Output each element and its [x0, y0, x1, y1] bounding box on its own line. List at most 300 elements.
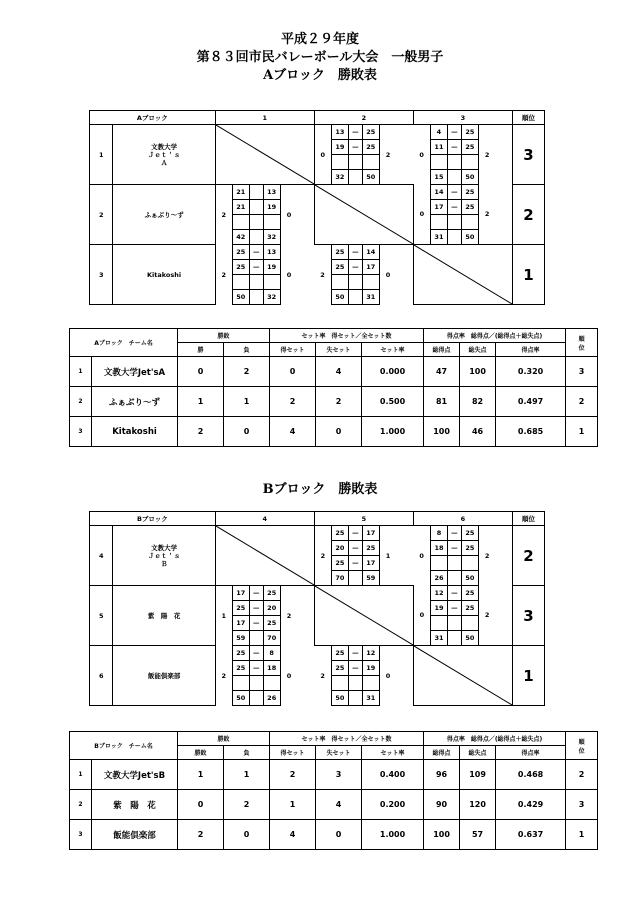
set-dash [348, 155, 362, 170]
total-points-left: 42 [232, 230, 249, 245]
block-b-title: Bブロック 勝敗表 [262, 482, 378, 497]
set-score-left: 11 [430, 140, 447, 155]
team-name [113, 586, 215, 646]
sets-won: 2 [270, 760, 316, 790]
set-score-left: 21 [232, 200, 249, 215]
set-score-right: 19 [263, 260, 280, 275]
set-score-left: 25 [331, 661, 348, 676]
set-score-right: 25 [461, 526, 478, 541]
set-score-right: 17 [362, 556, 379, 571]
total-points-right: 32 [263, 290, 280, 305]
total-dash [348, 571, 362, 586]
header-wins: 勝 [178, 343, 224, 357]
set-score-left [331, 155, 348, 170]
header-opponent-1: 4 [215, 512, 314, 526]
set-score-right: 12 [362, 646, 379, 661]
losses: 2 [224, 790, 270, 820]
total-points-left: 50 [331, 691, 348, 706]
set-score-right: 13 [263, 185, 280, 200]
total-points-right: 50 [461, 170, 478, 185]
set-ratio: 1.000 [362, 417, 424, 447]
wins: 2 [178, 417, 224, 447]
set-score-left: 25 [232, 260, 249, 275]
total-points-left: 50 [331, 290, 348, 305]
spacer [297, 185, 314, 245]
row-number: 3 [70, 820, 92, 850]
header-block: Aブロック [90, 111, 216, 125]
total-dash [447, 230, 461, 245]
wins: 0 [178, 790, 224, 820]
header-wins: 勝敗 [178, 746, 224, 760]
set-dash: — [447, 140, 461, 155]
header-set-rate: セット率 得セット／全セット数 [270, 732, 424, 746]
set-score-right [362, 275, 379, 290]
point-ratio: 0.497 [496, 387, 566, 417]
set-dash: — [249, 260, 263, 275]
header-sets-lost: 失セット [316, 343, 362, 357]
header-rank: 順 位 [566, 329, 598, 357]
set-score-left [430, 155, 447, 170]
team-name: 文教大学Jet'sA [92, 357, 178, 387]
team-name-line: 文教大学 [151, 142, 178, 151]
header-losses: 負 [224, 746, 270, 760]
total-points-right: 59 [362, 571, 379, 586]
set-dash: — [348, 245, 362, 260]
points-for: 90 [424, 790, 460, 820]
header-losses: 負 [224, 343, 270, 357]
losses: 2 [224, 357, 270, 387]
sets-won-left: 2 [221, 270, 226, 279]
set-score-left: 25 [232, 646, 249, 661]
set-dash [447, 616, 461, 631]
set-score-left: 25 [331, 245, 348, 260]
spacer [495, 526, 512, 586]
team-rank: 1 [512, 245, 544, 305]
total-dash [447, 571, 461, 586]
header-rank: 順位 [512, 111, 544, 125]
sets-won-left: 0 [419, 150, 424, 159]
header-points-for: 総得点 [424, 343, 460, 357]
set-score-right: 25 [263, 586, 280, 601]
set-dash: — [249, 616, 263, 631]
self-match-cell [413, 646, 512, 706]
page-title-tournament: 第８３回市民バレーボール大会 一般男子 [196, 50, 444, 65]
team-name [113, 185, 215, 245]
team-name-line: Kitakoshi [147, 270, 182, 279]
set-score-left: 25 [232, 661, 249, 676]
set-score-right: 19 [362, 661, 379, 676]
team-number: 2 [90, 185, 113, 245]
wins: 1 [178, 760, 224, 790]
set-score-right [362, 676, 379, 691]
points-against: 57 [460, 820, 496, 850]
team-rank: 2 [566, 760, 598, 790]
sets-won-right: 0 [385, 671, 391, 680]
team-rank: 2 [512, 526, 544, 586]
points-against: 82 [460, 387, 496, 417]
team-rank: 2 [566, 387, 598, 417]
set-score-right [461, 155, 478, 170]
points-against: 46 [460, 417, 496, 447]
team-name [113, 526, 215, 586]
header-point-ratio: 得点率 [496, 746, 566, 760]
row-number: 2 [70, 387, 92, 417]
row-number: 1 [70, 357, 92, 387]
total-dash [249, 290, 263, 305]
set-score-right [263, 275, 280, 290]
set-score-left [232, 275, 249, 290]
point-ratio: 0.637 [496, 820, 566, 850]
set-score-right: 20 [263, 601, 280, 616]
set-score-left: 14 [430, 185, 447, 200]
block-a-summary-table [69, 328, 598, 447]
self-match-cell [215, 526, 314, 586]
wins: 1 [178, 387, 224, 417]
set-score-left: 25 [331, 556, 348, 571]
total-points-right: 70 [263, 631, 280, 646]
set-score-left: 25 [232, 245, 249, 260]
set-dash [447, 556, 461, 571]
set-score-right: 17 [362, 260, 379, 275]
set-score-right: 25 [461, 125, 478, 140]
set-score-left: 20 [331, 541, 348, 556]
set-score-right: 14 [362, 245, 379, 260]
set-dash: — [348, 260, 362, 275]
spacer [297, 245, 314, 305]
total-points-right: 32 [263, 230, 280, 245]
header-team-name: Bブロック チーム名 [70, 732, 178, 760]
total-dash [348, 290, 362, 305]
total-points-right: 26 [263, 691, 280, 706]
set-score-right: 25 [362, 125, 379, 140]
set-dash: — [348, 125, 362, 140]
set-score-right [362, 155, 379, 170]
set-score-left [430, 556, 447, 571]
sets-won-right: 0 [286, 671, 292, 680]
set-ratio: 1.000 [362, 820, 424, 850]
losses: 0 [224, 820, 270, 850]
self-match-cell [413, 245, 512, 305]
header-block: Bブロック [90, 512, 216, 526]
set-score-right: 25 [461, 601, 478, 616]
set-dash: — [348, 526, 362, 541]
header-set-ratio: セット率 [362, 746, 424, 760]
diagonal-line [315, 586, 413, 645]
total-points-left: 26 [430, 571, 447, 586]
spacer [396, 125, 413, 185]
set-score-right: 25 [461, 185, 478, 200]
team-name [113, 125, 215, 185]
set-dash [249, 200, 263, 215]
set-score-left: 25 [331, 526, 348, 541]
total-points-left: 32 [331, 170, 348, 185]
set-ratio: 0.400 [362, 760, 424, 790]
total-points-left: 15 [430, 170, 447, 185]
total-dash [249, 691, 263, 706]
diagonal-line [216, 125, 314, 184]
set-dash: — [447, 586, 461, 601]
set-score-right [461, 616, 478, 631]
wins: 0 [178, 357, 224, 387]
set-dash [249, 215, 263, 230]
set-dash: — [249, 646, 263, 661]
total-points-left: 59 [232, 631, 249, 646]
sets-won-left: 2 [320, 671, 325, 680]
total-points-right: 50 [461, 571, 478, 586]
header-point-ratio: 得点率 [496, 343, 566, 357]
sets-won: 2 [270, 387, 316, 417]
points-against: 109 [460, 760, 496, 790]
points-for: 47 [424, 357, 460, 387]
team-name: 文教大学Jet'sB [92, 760, 178, 790]
page-title-year: 平成２９年度 [280, 32, 359, 47]
sets-lost: 3 [316, 760, 362, 790]
set-score-right [461, 556, 478, 571]
sets-won-left: 0 [419, 611, 425, 620]
sets-won-left: 2 [320, 551, 326, 560]
header-set-rate: セット率 得セット／全セット数 [270, 329, 424, 343]
spacer [396, 526, 413, 586]
spacer [297, 646, 314, 706]
block-a-match-table [89, 110, 545, 305]
points-for: 81 [424, 387, 460, 417]
spacer [495, 586, 512, 646]
set-score-left: 25 [331, 646, 348, 661]
header-sets-won: 得セット [270, 343, 316, 357]
sets-won-right: 2 [484, 150, 490, 159]
set-score-left: 25 [331, 260, 348, 275]
diagonal-line [315, 185, 413, 244]
team-name-line: Ａ [160, 158, 168, 167]
team-name-line: 紫 陽 花 [147, 611, 181, 620]
set-score-left [331, 275, 348, 290]
set-dash: — [348, 541, 362, 556]
header-opponent-2: 2 [314, 111, 413, 125]
team-name-line: 飯能倶楽部 [147, 671, 181, 680]
set-dash: — [447, 185, 461, 200]
set-score-left [430, 616, 447, 631]
set-score-left: 17 [232, 586, 249, 601]
sets-won-right: 2 [484, 551, 490, 560]
set-dash: — [447, 541, 461, 556]
set-score-right: 19 [263, 200, 280, 215]
team-name-line: Ｊｅｔ＇ｓ [147, 551, 181, 560]
set-score-left: 19 [331, 140, 348, 155]
team-name-line: Ｂ [160, 559, 168, 568]
total-points-left: 31 [430, 631, 447, 646]
header-points-against: 総失点 [460, 746, 496, 760]
set-score-right: 25 [461, 200, 478, 215]
point-ratio: 0.685 [496, 417, 566, 447]
self-match-cell [314, 185, 413, 245]
diagonal-line [414, 245, 512, 304]
header-opponent-2: 5 [314, 512, 413, 526]
total-points-left: 70 [331, 571, 348, 586]
header-win-loss: 勝敗 [178, 329, 270, 343]
set-score-right [263, 215, 280, 230]
set-score-left: 12 [430, 586, 447, 601]
total-dash [249, 631, 263, 646]
sets-lost: 4 [316, 357, 362, 387]
spacer [495, 185, 512, 245]
set-score-left: 19 [430, 601, 447, 616]
wins: 2 [178, 820, 224, 850]
sets-won: 1 [270, 790, 316, 820]
set-score-right: 17 [362, 526, 379, 541]
total-dash [447, 170, 461, 185]
team-rank: 3 [566, 790, 598, 820]
points-against: 120 [460, 790, 496, 820]
team-name: Kitakoshi [92, 417, 178, 447]
set-score-left: 17 [232, 616, 249, 631]
team-rank: 2 [512, 185, 544, 245]
header-rank: 順位 [512, 512, 544, 526]
team-number: 3 [90, 245, 113, 305]
sets-lost: 4 [316, 790, 362, 820]
set-score-left: 25 [232, 601, 249, 616]
set-score-left [232, 215, 249, 230]
team-name-line: 文教大学 [151, 543, 178, 552]
point-ratio: 0.429 [496, 790, 566, 820]
block-b-summary-table [69, 731, 598, 850]
set-dash: — [348, 140, 362, 155]
diagonal-line [414, 646, 512, 705]
set-dash [249, 185, 263, 200]
row-number: 3 [70, 417, 92, 447]
set-dash [447, 215, 461, 230]
sets-won: 0 [270, 357, 316, 387]
set-score-right: 8 [263, 646, 280, 661]
spacer [297, 586, 314, 646]
total-points-right: 50 [461, 230, 478, 245]
losses: 0 [224, 417, 270, 447]
diagonal-line [216, 526, 314, 585]
sets-lost: 2 [316, 387, 362, 417]
team-number: 1 [90, 125, 113, 185]
set-ratio: 0.500 [362, 387, 424, 417]
set-dash: — [348, 556, 362, 571]
sets-won-right: 0 [286, 270, 292, 279]
self-match-cell [215, 125, 314, 185]
header-opponent-3: 6 [413, 512, 512, 526]
set-dash: — [249, 661, 263, 676]
set-score-right: 25 [263, 616, 280, 631]
set-score-left: 18 [430, 541, 447, 556]
block-a-title: Aブロック 勝敗表 [263, 68, 377, 83]
total-points-right: 50 [362, 170, 379, 185]
sets-won: 4 [270, 417, 316, 447]
total-points-right: 31 [362, 691, 379, 706]
sets-won-right: 2 [286, 611, 292, 620]
team-name: 飯能倶楽部 [92, 820, 178, 850]
header-team-name: Aブロック チーム名 [70, 329, 178, 357]
header-set-ratio: セット率 [362, 343, 424, 357]
sets-won-right: 2 [385, 150, 391, 159]
set-dash: — [249, 245, 263, 260]
losses: 1 [224, 760, 270, 790]
total-dash [447, 631, 461, 646]
header-opponent-3: 3 [413, 111, 512, 125]
set-score-right: 13 [263, 245, 280, 260]
header-point-rate: 得点率 総得点／(総得点＋総失点) [424, 329, 566, 343]
spacer [495, 125, 512, 185]
row-number: 2 [70, 790, 92, 820]
sets-won-right: 2 [484, 611, 490, 620]
set-score-left [331, 676, 348, 691]
total-points-right: 31 [362, 290, 379, 305]
team-number: 6 [90, 646, 113, 706]
header-point-rate: 得点率 総得点／(総得点＋総失点) [424, 732, 566, 746]
header-sets-won: 得セット [270, 746, 316, 760]
set-score-left: 4 [430, 125, 447, 140]
set-dash: — [447, 526, 461, 541]
point-ratio: 0.468 [496, 760, 566, 790]
point-ratio: 0.320 [496, 357, 566, 387]
set-dash: — [249, 601, 263, 616]
team-name: 紫 陽 花 [92, 790, 178, 820]
team-name: ふぁぶり～ず [92, 387, 178, 417]
total-dash [249, 230, 263, 245]
block-b-match-table [89, 511, 545, 706]
header-points-for: 総得点 [424, 746, 460, 760]
set-dash: — [447, 125, 461, 140]
sets-won-left: 0 [320, 150, 326, 159]
set-ratio: 0.200 [362, 790, 424, 820]
set-dash: — [348, 661, 362, 676]
set-score-right: 25 [461, 541, 478, 556]
spacer [396, 245, 413, 305]
team-number: 5 [90, 586, 113, 646]
sets-won: 4 [270, 820, 316, 850]
set-dash: — [348, 646, 362, 661]
set-dash [348, 275, 362, 290]
set-dash: — [447, 200, 461, 215]
header-win-loss: 勝敗 [178, 732, 270, 746]
sets-won-left: 2 [221, 210, 226, 219]
set-score-right [461, 215, 478, 230]
team-name [113, 646, 215, 706]
points-for: 100 [424, 417, 460, 447]
set-score-right: 18 [263, 661, 280, 676]
sets-won-left: 2 [320, 270, 325, 279]
header-rank: 順 位 [566, 732, 598, 760]
header-points-against: 総失点 [460, 343, 496, 357]
points-against: 100 [460, 357, 496, 387]
losses: 1 [224, 387, 270, 417]
set-score-right: 25 [461, 586, 478, 601]
total-points-left: 50 [232, 290, 249, 305]
set-dash [348, 676, 362, 691]
team-number: 4 [90, 526, 113, 586]
set-score-left: 21 [232, 185, 249, 200]
sets-won-left: 1 [221, 611, 227, 620]
set-score-left [430, 215, 447, 230]
team-rank: 1 [512, 646, 544, 706]
set-dash: — [249, 586, 263, 601]
team-rank: 3 [512, 125, 544, 185]
set-dash [447, 155, 461, 170]
set-score-right: 25 [461, 140, 478, 155]
total-points-left: 50 [232, 691, 249, 706]
set-score-left: 17 [430, 200, 447, 215]
total-dash [348, 170, 362, 185]
total-points-left: 31 [430, 230, 447, 245]
sets-lost: 0 [316, 820, 362, 850]
sets-won-left: 0 [419, 210, 425, 219]
set-score-right: 25 [362, 140, 379, 155]
sets-won-right: 1 [385, 551, 391, 560]
points-for: 100 [424, 820, 460, 850]
